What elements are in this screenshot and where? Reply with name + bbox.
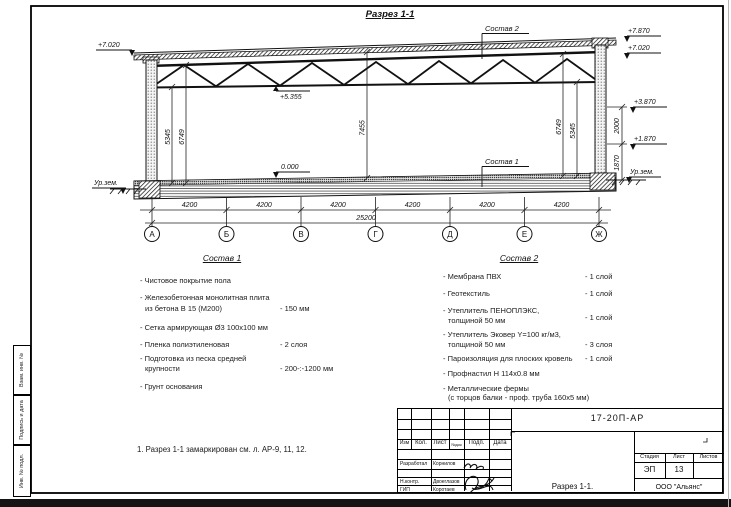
scan-edge-bottom (0, 499, 731, 507)
elev-left-ground: Ур.зем. (94, 180, 118, 187)
sheet-value: 13 (674, 465, 684, 474)
span-dim: 4200 (404, 202, 421, 209)
col-podp: Подп. (468, 440, 485, 446)
elev-left-top: +7.020 (98, 42, 120, 49)
page-title: Разрез 1-1 (365, 9, 415, 20)
list-item-text: - Пленка полиэтиленовая (140, 340, 230, 349)
walls (146, 45, 606, 183)
scan-edge-right (728, 0, 729, 507)
list-item-value: - 1 слой (585, 313, 613, 322)
list-item-value: - 1 слой (585, 289, 613, 298)
span-dim: 4200 (330, 202, 346, 209)
axis-bubbles (145, 227, 607, 242)
callout-sostav2-label: Состав 2 (485, 24, 519, 33)
col-kol: Кол. (415, 440, 427, 446)
margin-box-podpis (13, 395, 31, 445)
list-item-text: - Геотекстиль (443, 289, 490, 298)
floor-slab (110, 173, 646, 199)
note-text: 1. Разрез 1-1 замаркирован см. л. АР-9, 11, 12. (137, 445, 307, 454)
stage-label: Стадия (640, 454, 659, 460)
company-name: ООО "Альянс" (655, 484, 703, 491)
list-item-value: - 1 слой (585, 354, 613, 363)
margin-box-vzam (13, 345, 31, 395)
sheet-label: Лист (673, 454, 685, 460)
list-item-text: - Мембрана ПВХ (443, 272, 502, 281)
wall-right (595, 45, 606, 176)
axis-label: В (298, 230, 304, 239)
vdim-center: 7455 (359, 120, 367, 136)
margin-label: Взам. инв. № (19, 352, 25, 388)
sheets-label: Листов (699, 454, 718, 460)
list-item-value: - 150 мм (280, 304, 310, 313)
col-ndoc: №док (451, 442, 462, 447)
vdim-right-inner: 5345 (570, 123, 577, 139)
span-dim: 4200 (256, 202, 272, 209)
list-item-text: крупности (145, 364, 180, 373)
span-dim: 4200 (553, 202, 570, 209)
col-izm: Изм (399, 440, 410, 446)
list-item-value: - 3 слоя (585, 340, 613, 349)
list-item-text: - Подготовка из песка средней (140, 354, 247, 363)
list-item-text: - Пароизоляция для плоских кровель (443, 354, 573, 363)
list-item-text: толщиной 50 мм (448, 316, 506, 325)
list-item-text: - Чистовое покрытие пола (140, 276, 231, 285)
list-item-text: - Утеплитель Эковер Y=100 кг/м3, (443, 330, 561, 339)
vdim-left-outer: 6749 (179, 129, 186, 145)
elev-right-mid: +3.870 (634, 99, 656, 106)
elev-right-low: +1.870 (634, 136, 656, 143)
elev-right-parapet: +7.870 (628, 28, 650, 35)
vdim-out-upper: 2000 (614, 118, 621, 134)
list-item-value: - 1 слой (585, 272, 613, 281)
elev-truss-bottom: +5.355 (280, 94, 302, 101)
list-item-value: - 200-:-1200 мм (280, 364, 334, 373)
span-dim: 4200 (181, 202, 198, 209)
axis-label: Г (373, 230, 378, 239)
col-data: Дата (493, 440, 507, 446)
list-item-text: толщиной 50 мм (448, 340, 506, 349)
axis-label: Е (521, 230, 528, 239)
list-item-text: - Грунт основания (140, 382, 203, 391)
list-item-text: - Утеплитель ПЕНОПЛЭКС, (443, 306, 540, 315)
margin-label: Инв. № подл. (19, 453, 25, 489)
vdim-out-lower: 1870 (614, 155, 621, 171)
list-item-text: из бетона В 15 (М200) (145, 304, 223, 313)
row-role: Разработал (400, 461, 428, 467)
wall-left (146, 60, 157, 183)
drawing-name: Разрез 1-1. (551, 482, 594, 491)
sostav1-header: Состав 1 (202, 253, 242, 263)
list-item-text: - Металлические фермы (443, 384, 529, 393)
total-span-dim: 25200 (356, 215, 376, 222)
vertical-dimensions (165, 49, 627, 186)
elev-floor: 0.000 (281, 164, 299, 171)
axis-label: Ж (595, 230, 603, 239)
title-block (397, 408, 723, 493)
span-dim: 4200 (479, 202, 495, 209)
row-role: Н.контр. (400, 479, 420, 485)
col-list: Лист (433, 440, 447, 446)
axis-label: А (149, 230, 155, 239)
vdim-right-outer: 6749 (556, 119, 563, 135)
axis-label: Д (447, 230, 453, 239)
stage-value: ЭП (643, 465, 656, 474)
doc-code: 17-20П-АР (590, 413, 645, 423)
bottom-dimensions (140, 197, 611, 227)
row-name: Двоеглазов (433, 479, 460, 485)
foundation-right (590, 173, 615, 190)
list-item-text: - Сетка армирующая Ø3 100х100 мм (140, 323, 268, 332)
vdim-left-inner: 5345 (165, 129, 172, 145)
callout-sostav1-label: Состав 1 (485, 157, 519, 166)
margin-label: Подпись и дата (19, 400, 25, 440)
row-role: ГИП (400, 487, 410, 493)
elev-right-ground: Ур.зем. (630, 169, 654, 176)
list-item-text: (с торцов балки - проф. труба 160х5 мм) (448, 393, 590, 402)
margin-box-inv (13, 445, 31, 497)
list-item-text: - Профнастил Н 114х0.8 мм (443, 369, 540, 378)
list-item-value: - 2 слоя (280, 340, 308, 349)
axis-label: Б (223, 230, 230, 239)
sostav2-header: Состав 2 (499, 253, 539, 263)
list-item-text: - Железобетонная монолитная плита (140, 293, 270, 302)
row-name: Корнилов (433, 461, 456, 467)
row-name: Коротаев (433, 487, 455, 493)
elev-right-eave: +7.020 (628, 45, 650, 52)
